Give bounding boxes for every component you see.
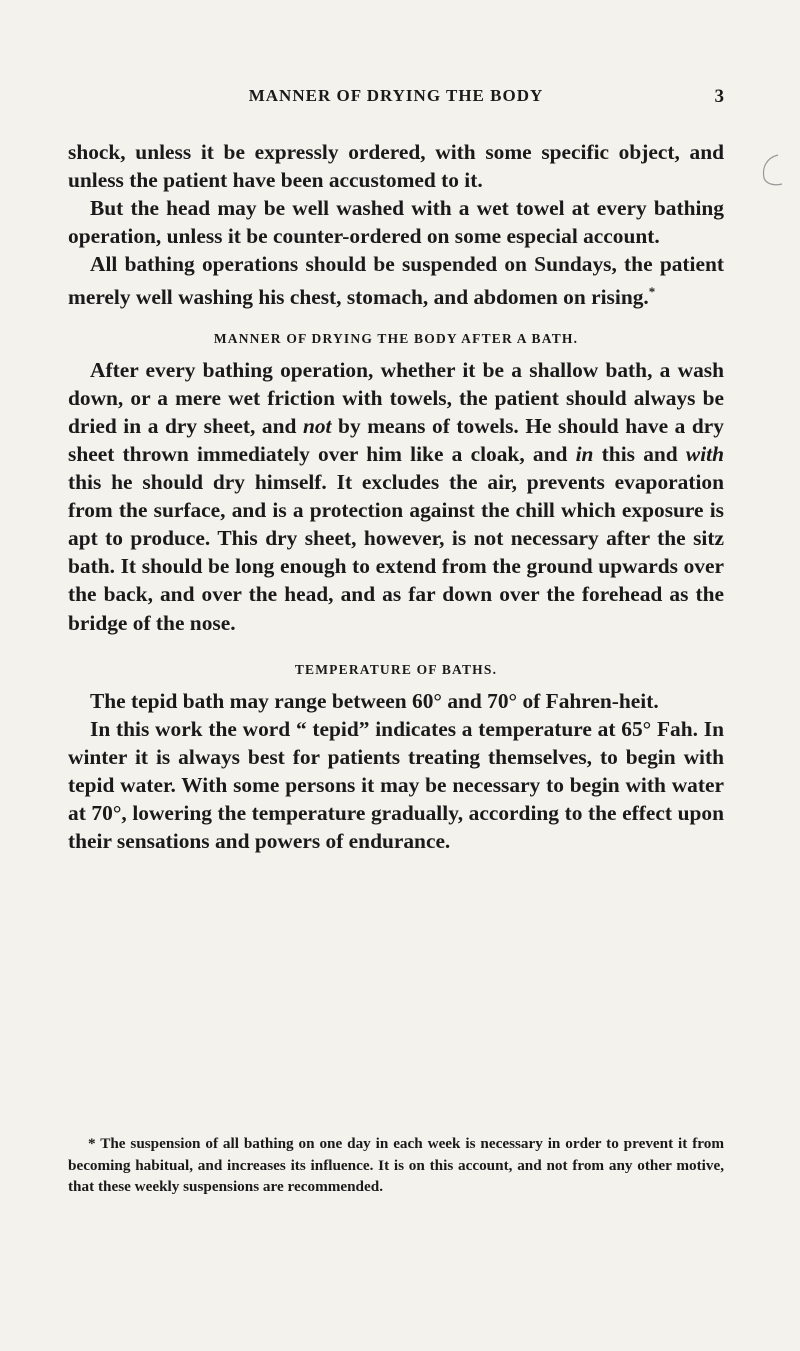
section-heading-temperature: TEMPERATURE OF BATHS. <box>294 661 498 677</box>
p4-emphasis-in: in <box>575 441 594 466</box>
paragraph-3 <box>68 250 724 311</box>
paragraph-2: But the head may be well washed with a wet towel at every bathing operation, unless it be counter-ordered on some especial account. <box>68 196 724 249</box>
p4-emphasis-with: with <box>685 441 724 466</box>
running-head-title: MANNER OF DRYING THE BODY <box>248 86 544 105</box>
page-edge-mark <box>748 150 788 190</box>
p4-part-d: this he should dry himself. It excludes the air, prevents evaporation from the surface, and is a protection against the chill which exposure is apt to produce. This dry sheet, however, is not necessary after the sitz bath. It should be long enough to extend from the ground upwards over the back, and over the head, and as far down over the forehead as the bridge of the nose. <box>68 470 724 635</box>
p4-part-a: After every bathing operation, whether it be a shallow bath, a wash down, or a mere wet friction with towels, the patient should always be dried in a dry sheet, and <box>68 357 724 438</box>
footnote-marker: * <box>648 284 656 300</box>
paragraph-5: The tepid bath may range between 60° and 70° of Fahren-heit. <box>90 688 659 713</box>
footnote-text: * The suspension of all bathing on one day in each week is necessary in order to prevent it from becoming habitual, and increases its influence. It is on this account, and not from any other motive, that these weekly suspensions are recommended. <box>68 1135 724 1196</box>
page-number: 3 <box>714 86 724 107</box>
p4-part-b: by means of towels. He should have a dry sheet thrown immediately over him like a cloak, and <box>68 413 724 466</box>
p4-emphasis-not: not <box>302 413 332 438</box>
section-heading-drying: MANNER OF DRYING THE BODY AFTER A BATH. <box>213 330 579 346</box>
footnote <box>68 1133 724 1198</box>
paragraph-3-text: All bathing operations should be suspended on Sundays, the patient merely well washing his chest, stomach, and abdomen on rising. <box>68 252 724 310</box>
paragraph-6: In this work the word “ tepid” indicates a temperature at 65° Fah. In winter it is always best for patients treating themselves, to begin with tepid water. With some persons it may be necessary to begin with water at 70°, lowering the temperature gradually, according to the effect upon their sensations and powers of endurance. <box>68 716 724 854</box>
paragraph-1: shock, unless it be expressly ordered, with some specific object, and unless the patient have been accustomed to it. <box>68 140 724 193</box>
running-head <box>68 86 724 114</box>
body-text <box>68 138 724 855</box>
paragraph-4 <box>68 356 724 637</box>
p4-part-c: this and <box>593 441 686 466</box>
